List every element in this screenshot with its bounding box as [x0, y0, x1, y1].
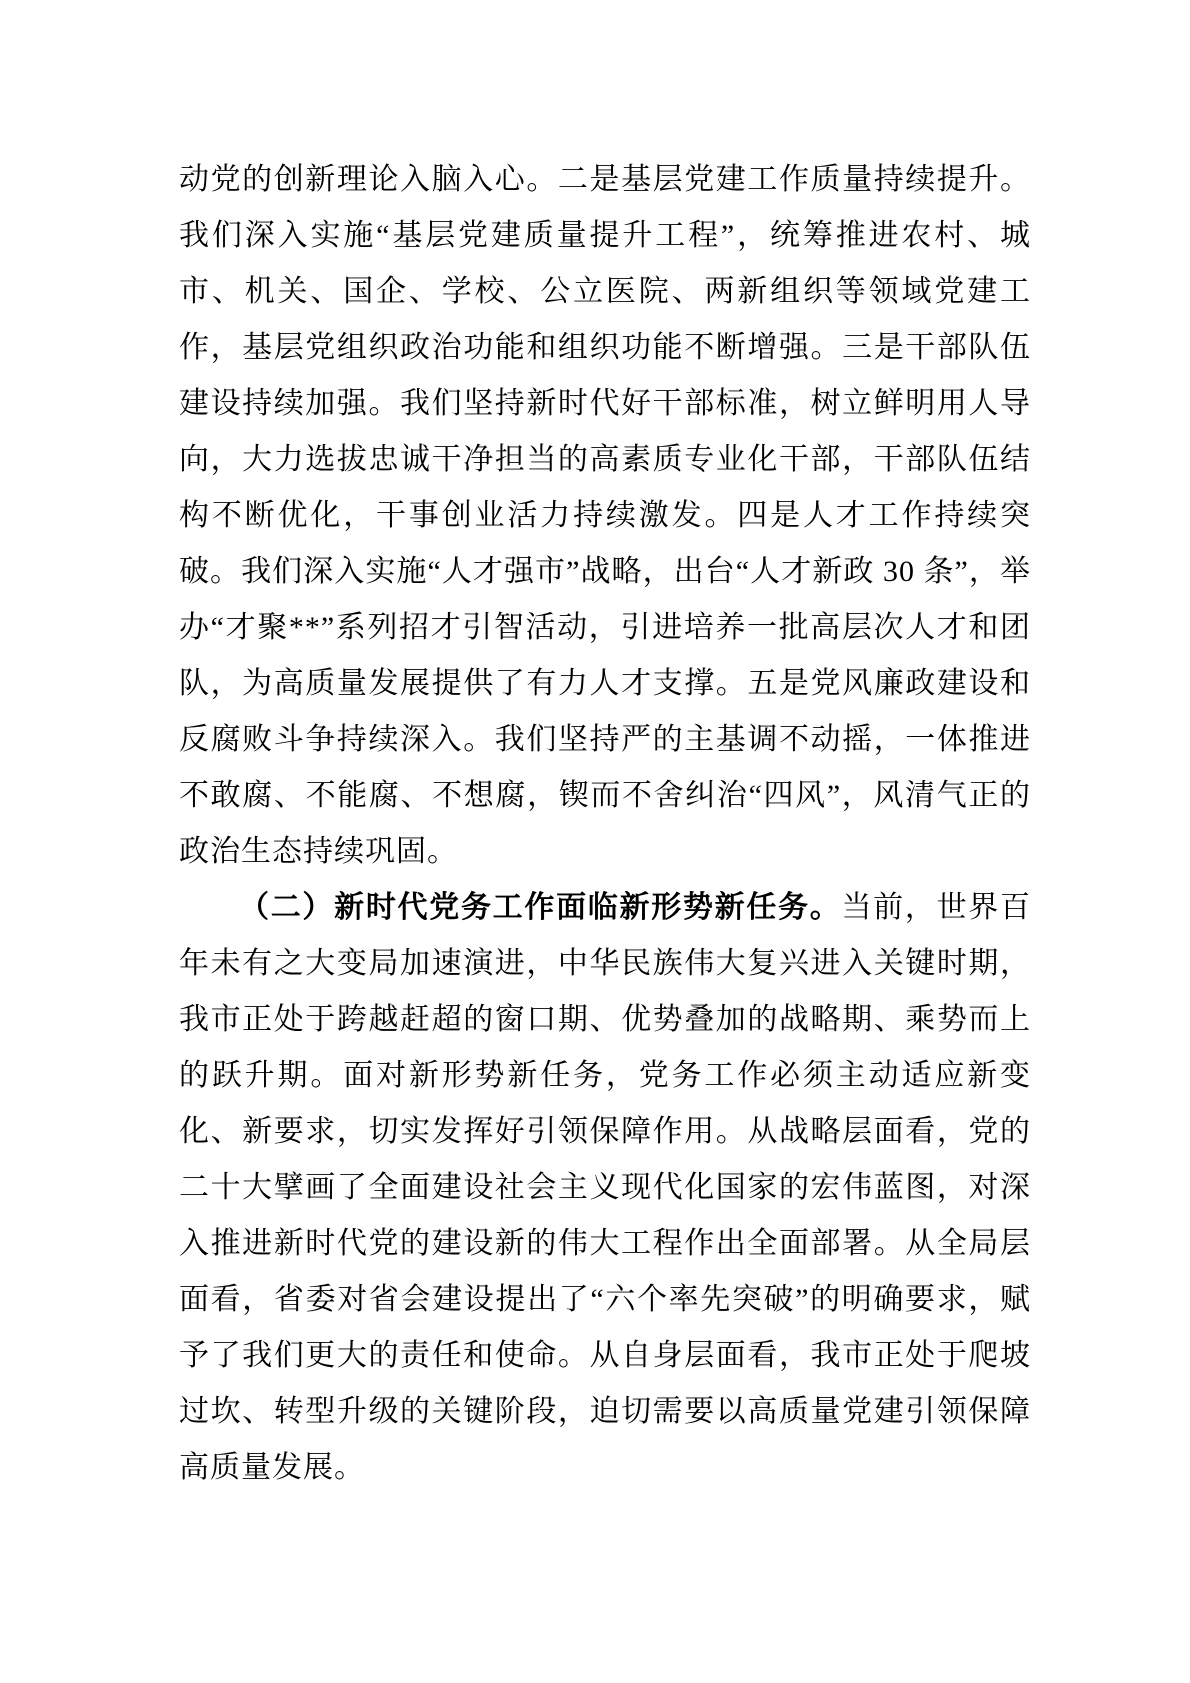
paragraph	[179, 152, 1031, 880]
paragraph-text-run: 动党的创新理论入脑入心。二是基层党建工作质量持续提升。我们深入实施“基层党建质量提升工程”，统筹推进农村、城市、机关、国企、学校、公立医院、两新组织等领域党建工作，基层党组织政治功能和组织功能不断增强。三是干部队伍建设持续加强。我们坚持新时代好干部标准，树立鲜明用人导向，大力选拔忠诚干净担当的高素质专业化干部，干部队伍结构不断优化，干事创业活力持续激发。四是人才工作持续突破。我们深入实施“人才强市”战略，出台“人才新政 30 条”，举办“才聚**”系列招才引智活动，引进培养一批高层次人才和团队，为高质量发展提供了有力人才支撑。五是党风廉政建设和反腐败斗争持续深入。我们坚持严的主基调不动摇，一体推进不敢腐、不能腐、不想腐，锲而不舍纠治“四风”，风清气正的政治生态持续巩固。	[179, 163, 1031, 868]
document-body	[179, 152, 1031, 1496]
paragraph-text-run: 当前，世界百年未有之大变局加速演进，中华民族伟大复兴进入关键时期，我市正处于跨越赶超的窗口期、优势叠加的战略期、乘势而上的跃升期。面对新形势新任务，党务工作必须主动适应新变化、新要求，切实发挥好引领保障作用。从战略层面看，党的二十大擘画了全面建设社会主义现代化国家的宏伟蓝图，对深入推进新时代党的建设新的伟大工程作出全面部署。从全局层面看，省委对省会建设提出了“六个率先突破”的明确要求，赋予了我们更大的责任和使命。从自身层面看，我市正处于爬坡过坎、转型升级的关键阶段，迫切需要以高质量党建引领保障高质量发展。	[179, 891, 1032, 1484]
paragraph-heading-run: （二）新时代党务工作面临新形势新任务。	[239, 891, 842, 924]
paragraph	[179, 880, 1031, 1496]
